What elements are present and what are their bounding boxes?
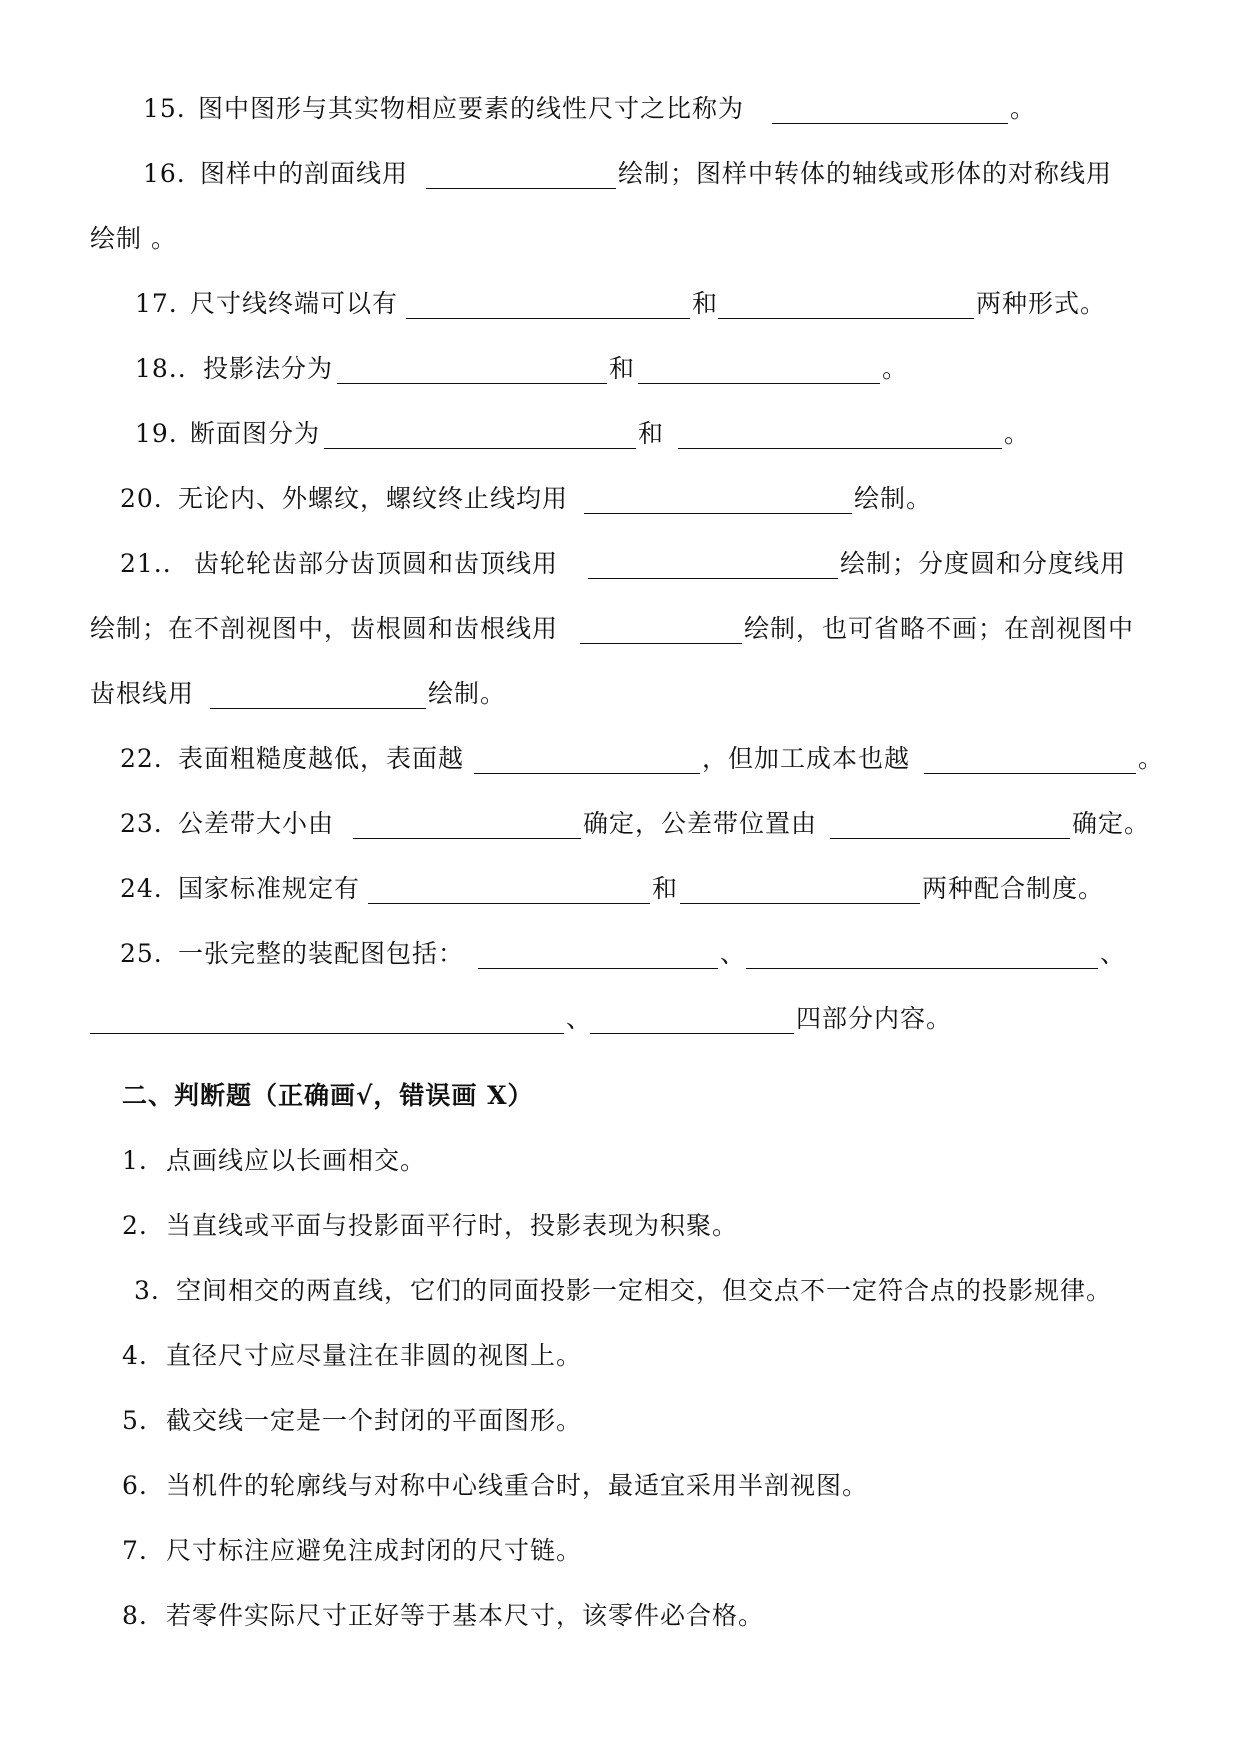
item-number: 8. bbox=[122, 1601, 148, 1630]
item-text: 当机件的轮廓线与对称中心线重合时，最适宜采用半剖视图。 bbox=[166, 1471, 869, 1500]
item-number: 2. bbox=[122, 1211, 148, 1240]
question-text: 图样中的剖面线用 bbox=[200, 159, 409, 188]
answer-blank[interactable] bbox=[90, 1033, 564, 1034]
question-text: 确定，公差带位置由 bbox=[583, 809, 818, 838]
question-15 bbox=[0, 89, 1241, 129]
question-text: 绘制。 bbox=[854, 484, 933, 513]
item-text: 当直线或平面与投影面平行时，投影表现为积聚。 bbox=[166, 1211, 739, 1240]
question-text: 绘制；图样中转体的轴线或形体的对称线用 bbox=[618, 159, 1113, 188]
tf-item bbox=[0, 1271, 1241, 1311]
tf-item bbox=[0, 1531, 1241, 1571]
tf-item bbox=[0, 1141, 1241, 1181]
answer-blank[interactable] bbox=[678, 448, 1002, 449]
question-text: 两种形式。 bbox=[976, 289, 1107, 318]
question-text: 。 bbox=[1138, 744, 1165, 773]
tf-item bbox=[0, 1206, 1241, 1246]
answer-blank[interactable] bbox=[426, 188, 616, 189]
question-text: 绘制，也可省略不画；在剖视图中 bbox=[744, 614, 1135, 643]
answer-blank[interactable] bbox=[210, 708, 426, 709]
question-17 bbox=[0, 284, 1241, 324]
question-25 bbox=[0, 934, 1241, 974]
question-22 bbox=[0, 739, 1241, 779]
question-text: 和 bbox=[652, 874, 679, 903]
question-24 bbox=[0, 869, 1241, 909]
answer-blank[interactable] bbox=[584, 513, 852, 514]
item-text: 尺寸标注应避免注成封闭的尺寸链。 bbox=[166, 1536, 583, 1565]
item-number: 3. bbox=[134, 1276, 160, 1305]
question-text: 确定。 bbox=[1072, 809, 1151, 838]
question-number: 18.. bbox=[135, 354, 187, 383]
section-heading bbox=[0, 1076, 1241, 1116]
item-text: 点画线应以长画相交。 bbox=[166, 1146, 427, 1175]
question-text: 、 bbox=[720, 939, 747, 968]
question-number: 21.. bbox=[120, 549, 172, 578]
item-text: 空间相交的两直线，它们的同面投影一定相交，但交点不一定符合点的投影规律。 bbox=[176, 1276, 1113, 1305]
question-number: 23. bbox=[120, 809, 163, 838]
tf-item bbox=[0, 1336, 1241, 1376]
question-text: 绘制。 bbox=[428, 679, 507, 708]
item-text: 截交线一定是一个封闭的平面图形。 bbox=[166, 1406, 583, 1435]
tf-item bbox=[0, 1596, 1241, 1636]
answer-blank[interactable] bbox=[588, 578, 838, 579]
question-18 bbox=[0, 349, 1241, 389]
answer-blank[interactable] bbox=[474, 773, 700, 774]
question-text: 和 bbox=[638, 419, 665, 448]
answer-blank[interactable] bbox=[718, 318, 974, 319]
question-text: 表面粗糙度越低，表面越 bbox=[178, 744, 465, 773]
question-number: 24. bbox=[120, 874, 163, 903]
question-text: 齿根线用 bbox=[90, 679, 195, 708]
question-number: 19. bbox=[135, 419, 178, 448]
question-21-cont2 bbox=[0, 674, 1241, 714]
question-text: 两种配合制度。 bbox=[922, 874, 1105, 903]
item-number: 1. bbox=[122, 1146, 148, 1175]
question-text: 绘制 。 bbox=[90, 224, 177, 253]
section-title: 二、判断题（正确画√，错误画 X） bbox=[122, 1081, 534, 1110]
question-text: 、 bbox=[1100, 939, 1127, 968]
question-16 bbox=[0, 154, 1241, 194]
item-text: 若零件实际尺寸正好等于基本尺寸，该零件必合格。 bbox=[166, 1601, 765, 1630]
answer-blank[interactable] bbox=[337, 383, 607, 384]
question-text: 断面图分为 bbox=[190, 419, 321, 448]
question-text: 四部分内容。 bbox=[796, 1004, 953, 1033]
question-number: 20. bbox=[120, 484, 163, 513]
answer-blank[interactable] bbox=[590, 1033, 794, 1034]
question-text: 图中图形与其实物相应要素的线性尺寸之比称为 bbox=[198, 94, 745, 123]
answer-blank[interactable] bbox=[353, 838, 581, 839]
question-text: 和 bbox=[609, 354, 636, 383]
item-number: 4. bbox=[122, 1341, 148, 1370]
answer-blank[interactable] bbox=[772, 123, 1008, 124]
question-20 bbox=[0, 479, 1241, 519]
question-text: 齿轮轮齿部分齿顶圆和齿顶线用 bbox=[194, 549, 559, 578]
question-19 bbox=[0, 414, 1241, 454]
question-23 bbox=[0, 804, 1241, 844]
answer-blank[interactable] bbox=[580, 643, 742, 644]
answer-blank[interactable] bbox=[368, 903, 650, 904]
question-text: 绘制；在不剖视图中，齿根圆和齿根线用 bbox=[90, 614, 559, 643]
item-number: 5. bbox=[122, 1406, 148, 1435]
answer-blank[interactable] bbox=[924, 773, 1136, 774]
question-text: 和 bbox=[692, 289, 719, 318]
question-text: 、 bbox=[566, 1004, 593, 1033]
question-number: 22. bbox=[120, 744, 163, 773]
question-21-cont bbox=[0, 609, 1241, 649]
answer-blank[interactable] bbox=[638, 383, 880, 384]
question-text: 。 bbox=[1004, 419, 1031, 448]
question-number: 15. bbox=[143, 94, 186, 123]
question-text: 绘制；分度圆和分度线用 bbox=[840, 549, 1127, 578]
answer-blank[interactable] bbox=[406, 318, 690, 319]
question-text: 投影法分为 bbox=[203, 354, 334, 383]
tf-item bbox=[0, 1401, 1241, 1441]
answer-blank[interactable] bbox=[680, 903, 920, 904]
answer-blank[interactable] bbox=[830, 838, 1070, 839]
question-text: 公差带大小由 bbox=[178, 809, 335, 838]
item-number: 6. bbox=[122, 1471, 148, 1500]
answer-blank[interactable] bbox=[324, 448, 636, 449]
question-text: 。 bbox=[882, 354, 909, 383]
question-16-cont bbox=[0, 219, 1241, 259]
question-number: 16. bbox=[143, 159, 186, 188]
question-text: 国家标准规定有 bbox=[178, 874, 361, 903]
question-25-cont bbox=[0, 999, 1241, 1039]
question-text: 无论内、外螺纹，螺纹终止线均用 bbox=[178, 484, 569, 513]
answer-blank[interactable] bbox=[478, 968, 718, 969]
question-text: 。 bbox=[1010, 94, 1037, 123]
question-number: 25. bbox=[120, 939, 163, 968]
question-text: ，但加工成本也越 bbox=[702, 744, 911, 773]
item-text: 直径尺寸应尽量注在非圆的视图上。 bbox=[166, 1341, 583, 1370]
question-text: 一张完整的装配图包括： bbox=[178, 939, 465, 968]
question-number: 17. bbox=[135, 289, 178, 318]
item-number: 7. bbox=[122, 1536, 148, 1565]
question-text: 尺寸线终端可以有 bbox=[190, 289, 399, 318]
answer-blank[interactable] bbox=[746, 968, 1098, 969]
tf-item bbox=[0, 1466, 1241, 1506]
question-21 bbox=[0, 544, 1241, 584]
